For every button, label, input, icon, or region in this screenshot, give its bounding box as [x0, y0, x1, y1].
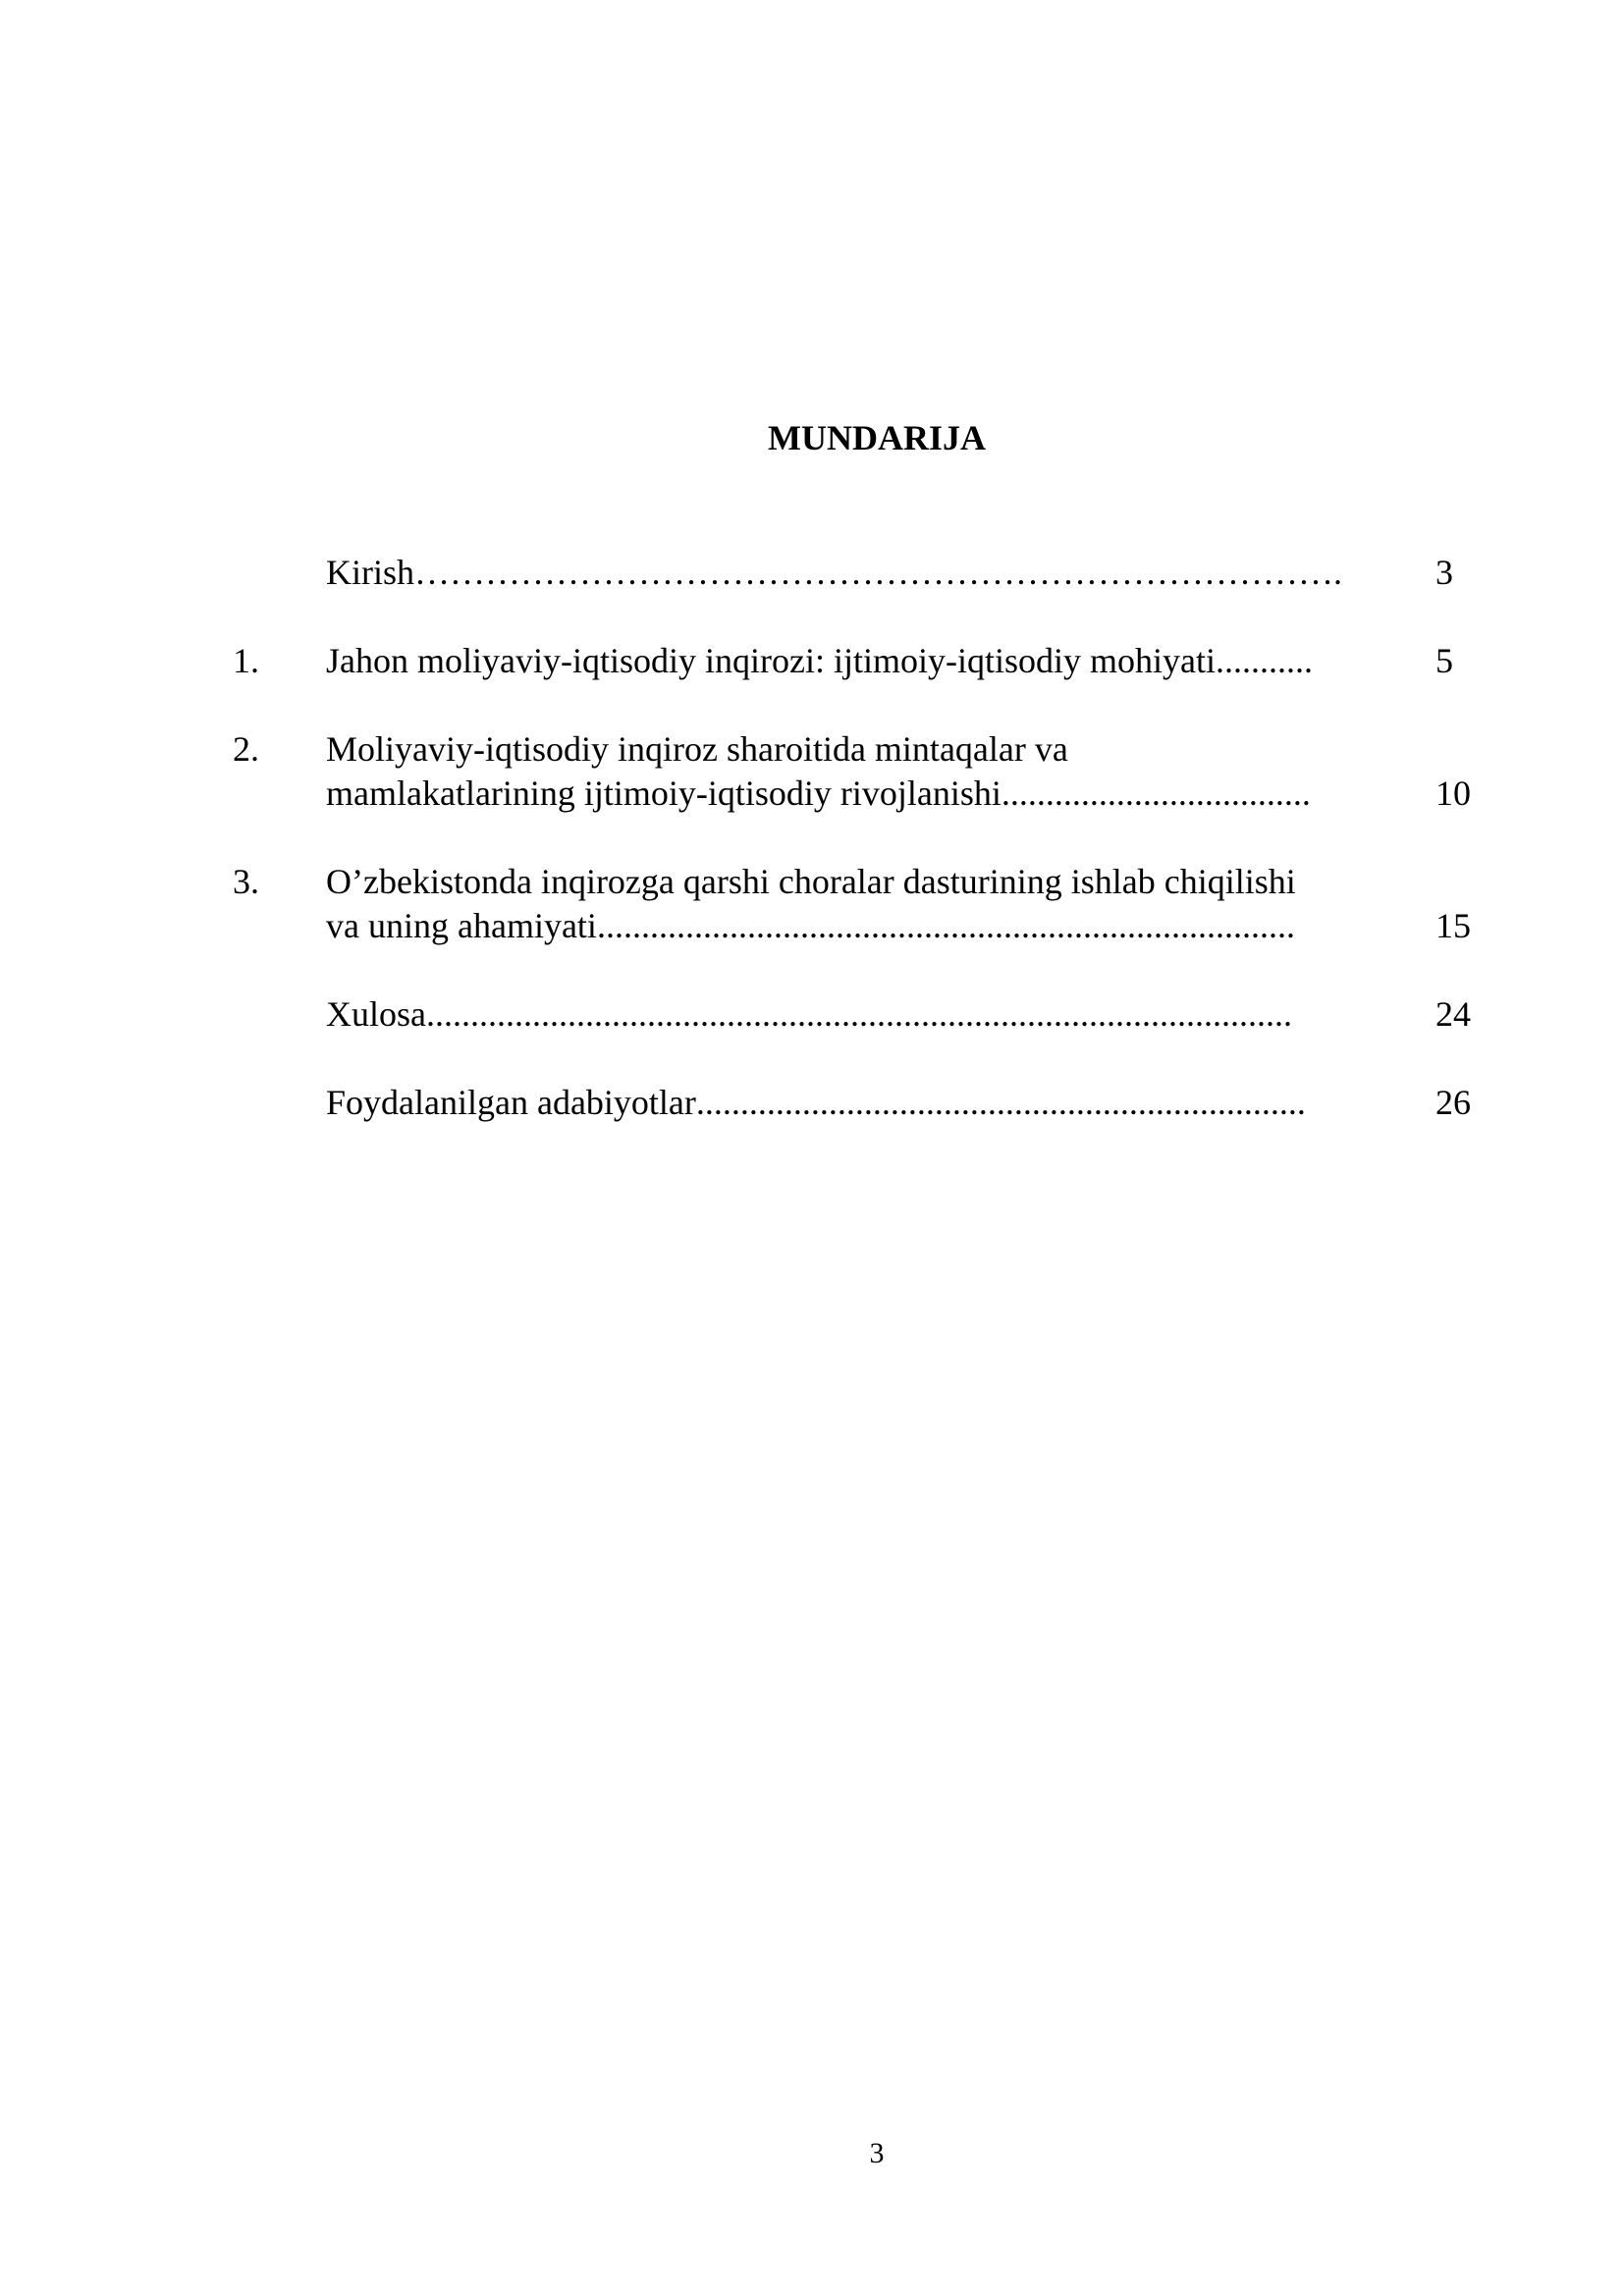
toc-entry-page-number: 26: [1435, 1083, 1471, 1122]
toc-entry-leader: ...............................................................................: [596, 906, 1295, 945]
toc-entry-leader: ...........: [1215, 641, 1313, 680]
toc-entry-number: 3.: [233, 862, 259, 901]
toc-entry-text: [326, 992, 1398, 1037]
toc-entry-page-number: 15: [1435, 906, 1471, 945]
toc-entry-title-line-1: O’zbekistonda inqirozga qarshi choralar dasturining ishlab chiqilishi: [326, 862, 1296, 901]
toc-entry-number: 2.: [233, 729, 259, 769]
toc-entry-title: Xulosa: [326, 994, 426, 1034]
toc-entry-leader: ..................................................................................................: [426, 994, 1292, 1034]
toc-entry-page-number: 24: [1435, 994, 1471, 1034]
toc-entry-page-number: 3: [1435, 553, 1453, 592]
page-title: MUNDARIJA: [768, 418, 986, 457]
toc-entry-title: Jahon moliyaviy-iqtisodiy inqirozi: ijtimoiy-iqtisodiy mohiyati: [326, 641, 1216, 680]
toc-entry-title-line-2: va uning ahamiyati: [326, 906, 597, 945]
toc-entry-text: [326, 1081, 1398, 1125]
toc-entry-page-number: 5: [1435, 641, 1453, 680]
toc-entry-title: Foydalanilgan adabiyotlar: [326, 1083, 696, 1122]
page-number-footer: 3: [869, 2137, 885, 2169]
toc-entry-page-number: 10: [1435, 774, 1471, 813]
toc-entry-leader: …………………………………………………………………….: [414, 553, 1342, 592]
toc-entry-leader: ...................................: [1001, 774, 1311, 813]
toc-entry-title: Kirish: [326, 553, 414, 592]
toc-entry-text: [326, 639, 1398, 683]
toc-entry-text: [326, 860, 1398, 948]
toc-entry-text: [326, 727, 1398, 816]
toc-entry-title-line-1: Moliyaviy-iqtisodiy inqiroz sharoitida mintaqalar va: [326, 729, 1068, 769]
toc-entry-leader: .....................................................................: [695, 1083, 1306, 1122]
toc-entry-number: 1.: [233, 641, 259, 680]
toc-entry-title-line-2: mamlakatlarining ijtimoiy-iqtisodiy rivojlanishi: [326, 774, 1001, 813]
toc-entry-text: [326, 551, 1398, 595]
